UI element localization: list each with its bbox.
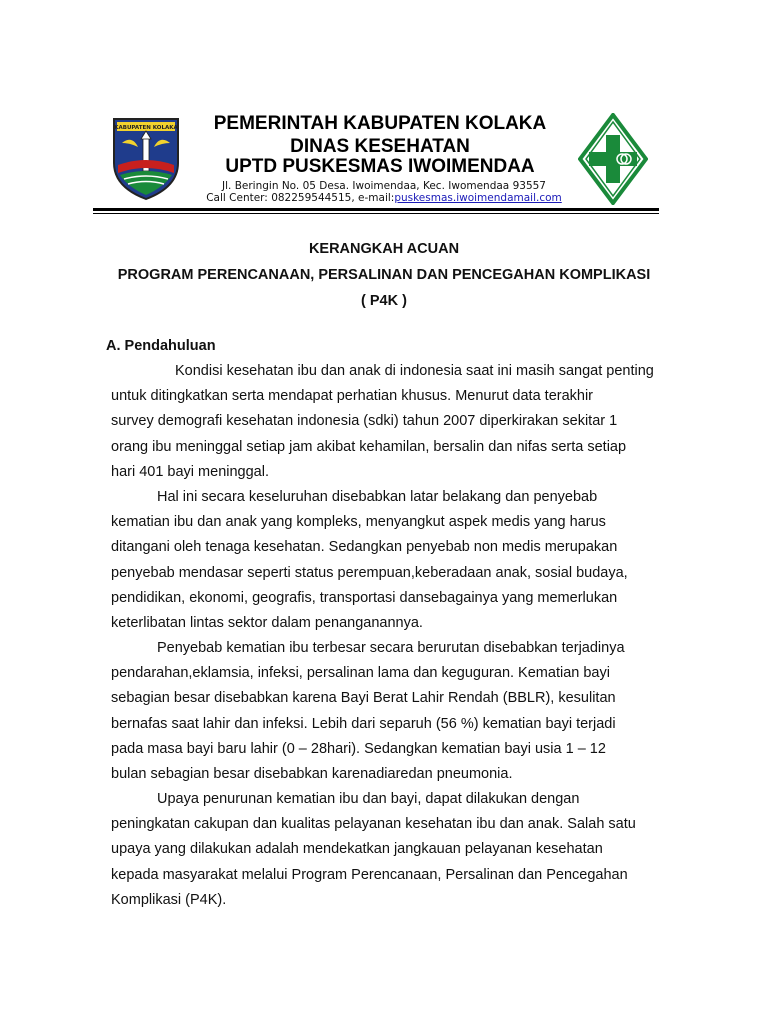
title-line-2: PROGRAM PERENCANAAN, PERSALINAN DAN PENCEGAHAN KOMPLIKASI — [117, 267, 651, 283]
paragraph-line: pendidikan, ekonomi, geografis, transportasi dansebagainya yang memerlukan — [111, 589, 618, 606]
letterhead — [0, 0, 768, 222]
paragraph-line: bernafas saat lahir dan infeksi. Lebih dari separuh (56 %) kematian bayi terjadi — [111, 715, 616, 732]
email-link[interactable]: puskesmas.iwoimendamail.com — [394, 192, 562, 204]
paragraph-line: Hal ini secara keseluruhan disebabkan latar belakang dan penyebab — [157, 489, 598, 505]
kabupaten-kolaka-logo — [108, 113, 184, 201]
paragraph-line: pendarahan,eklamsia, infeksi, persalinan lama dan keguguran. Kematian bayi — [111, 665, 610, 682]
header-contact-prefix: Call Center: 082259544515, e-mail: — [206, 192, 395, 204]
header-address: Jl. Beringin No. 05 Desa. Iwoimendaa, Kec. Iwomendaa 93557 — [222, 180, 546, 192]
paragraph-line: upaya yang dilakukan adalah mendekatkan jangkauan pelayanan kesehatan — [111, 841, 603, 858]
paragraph-line: Kondisi kesehatan ibu dan anak di indonesia saat ini masih sangat penting — [175, 363, 654, 379]
paragraph-line: sebagian besar disebabkan karena Bayi Berat Lahir Rendah (BBLR), kesulitan — [111, 690, 616, 707]
paragraph-line: orang ibu meninggal setiap jam akibat kehamilan, bersalin dan nifas serta setiap — [111, 438, 627, 455]
header-government: PEMERINTAH KABUPATEN KOLAKA — [213, 113, 547, 134]
paragraph-line: keterlibatan lintas sektor dalam penanganannya. — [111, 614, 423, 631]
paragraph-2 — [111, 485, 671, 636]
paragraph-line: Penyebab kematian ibu terbesar secara berurutan disebabkan terjadinya — [157, 640, 625, 656]
paragraph-line: peningkatan cakupan dan kualitas pelayanan kesehatan ibu dan anak. Salah satu — [111, 816, 636, 833]
header-puskesmas: UPTD PUSKESMAS IWOIMENDAA — [225, 156, 535, 177]
paragraph-line: bulan sebagian besar disebabkan karenadiaredan pneumonia. — [111, 765, 513, 782]
section-heading: A. Pendahuluan — [106, 338, 216, 354]
logo-banner-text: KABUPATEN KOLAKA — [114, 125, 178, 131]
document-title — [0, 236, 768, 314]
paragraph-3 — [111, 636, 671, 787]
paragraph-line: pada masa bayi baru lahir (0 – 28hari). Sedangkan kematian bayi usia 1 – 12 — [111, 740, 606, 757]
paragraph-line: untuk ditingkatkan serta mendapat perhatian khusus. Menurut data terakhir — [111, 388, 594, 405]
paragraph-line: survey demografi kesehatan indonesia (sdki) tahun 2007 diperkirakan sekitar 1 — [111, 413, 618, 430]
paragraph-line: Upaya penurunan kematian ibu dan bayi, dapat dilakukan dengan — [157, 791, 580, 807]
header-divider-thin — [93, 213, 659, 214]
paragraph-line: kepada masyarakat melalui Program Perencanaan, Persalinan dan Pencegahan — [111, 866, 628, 883]
header-divider-thick — [93, 208, 659, 211]
puskesmas-logo — [578, 113, 648, 205]
paragraph-line: ditangani oleh tenaga kesehatan. Sedangkan penyebab non medis merupakan — [111, 539, 618, 556]
header-department: DINAS KESEHATAN — [290, 136, 470, 157]
header-contact — [190, 192, 578, 204]
paragraph-1 — [111, 359, 671, 485]
paragraph-line: penyebab mendasar seperti status perempuan,keberadaan anak, sosial budaya, — [111, 564, 628, 581]
paragraph-4 — [111, 787, 671, 913]
paragraph-line: Komplikasi (P4K). — [111, 891, 227, 908]
paragraph-line: kematian ibu dan anak yang kompleks, menyangkut aspek medis yang harus — [111, 514, 606, 531]
paragraph-line: hari 401 bayi meninggal. — [111, 463, 269, 480]
title-line-1: KERANGKAH ACUAN — [308, 241, 460, 257]
title-line-3: ( P4K ) — [361, 293, 407, 309]
